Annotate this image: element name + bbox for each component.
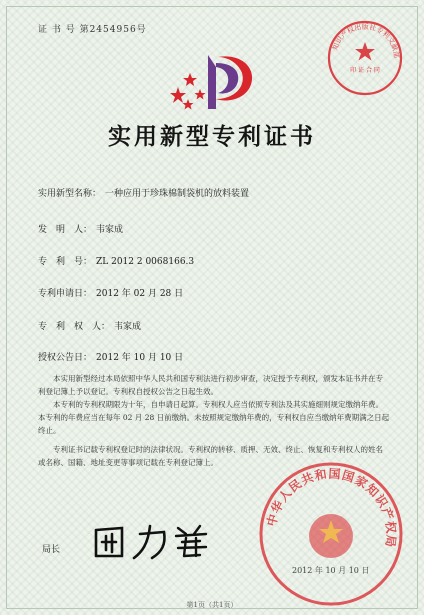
logo-swoosh-purple xyxy=(208,55,238,109)
field-value: 2012 年 02 月 28 日 xyxy=(96,289,184,299)
body-paragraph-3: 专利证书记载专利权登记时的法律状况。专利权的转移、质押、无效、终止、恢复和专利权人的姓名或名称、国籍、地址变更等事项记载在专利登记簿上。 xyxy=(38,445,383,467)
logo-star-2 xyxy=(183,73,197,86)
field-label: 授权公告日： xyxy=(38,353,93,363)
field-value: 一种应用于珍珠棉制袋机的放料装置 xyxy=(105,189,250,199)
field-value: 2012 年 10 月 10 日 xyxy=(96,353,184,363)
logo-star-3 xyxy=(195,89,206,100)
publisher-seal-text: 知识产权出版社专利文献部 xyxy=(331,22,401,59)
field-value: 韦家成 xyxy=(114,322,142,332)
logo-star-4 xyxy=(183,99,194,110)
field-value: ZL 2012 2 0068166.3 xyxy=(96,257,195,267)
body-paragraph-1: 本实用新型经过本局依照中华人民共和国专利法进行初步审查，决定授予专利权，颁发本证书并在专利登记簿上予以登记。专利权自授权公告之日起生效。 xyxy=(38,374,383,396)
certificate-number: 证 书 号 第2454956号 xyxy=(38,25,147,35)
publisher-seal-star xyxy=(355,42,375,61)
official-seal-text: 中华人民共和国国家知识产权局 xyxy=(264,466,399,549)
field-grant-date xyxy=(38,350,183,363)
patent-office-logo xyxy=(168,45,258,113)
field-label: 专利申请日： xyxy=(38,289,93,299)
certificate-body xyxy=(38,372,390,469)
signature-label: 局长 xyxy=(42,545,61,555)
publisher-seal-ring xyxy=(329,22,401,94)
logo-star-1 xyxy=(170,87,186,103)
field-label: 实用新型名称： xyxy=(38,189,102,199)
director-signature xyxy=(82,518,232,563)
field-label: 专 利 权 人： xyxy=(38,322,111,332)
field-utility-model-name xyxy=(38,186,249,199)
page-number: 第1页（共1页） xyxy=(186,601,238,609)
issue-date: 2012 年 10 月 10 日 xyxy=(292,566,370,575)
field-patent-number xyxy=(38,254,194,267)
certificate-title: 实用新型专利证书 xyxy=(108,123,316,150)
publisher-seal-center: 印 证 合 同 xyxy=(350,67,380,74)
field-label: 专 利 号： xyxy=(38,257,93,267)
field-value: 韦家成 xyxy=(96,225,124,235)
field-application-date xyxy=(38,286,183,299)
official-seal xyxy=(255,458,407,610)
field-label: 发 明 人： xyxy=(38,225,93,235)
body-paragraph-2: 本专利的专利权期限为十年，自申请日起算。专利权人应当依照专利法及其实施细则规定缴纳年费。本专利的年费应当在每年 02 月 28 日前缴纳。未按照规定缴纳年费的，专利权自应当缴纳年费期满之日起终止。 xyxy=(38,400,390,435)
field-patentee xyxy=(38,319,141,332)
field-inventor xyxy=(38,222,123,235)
publisher-seal xyxy=(325,18,405,98)
